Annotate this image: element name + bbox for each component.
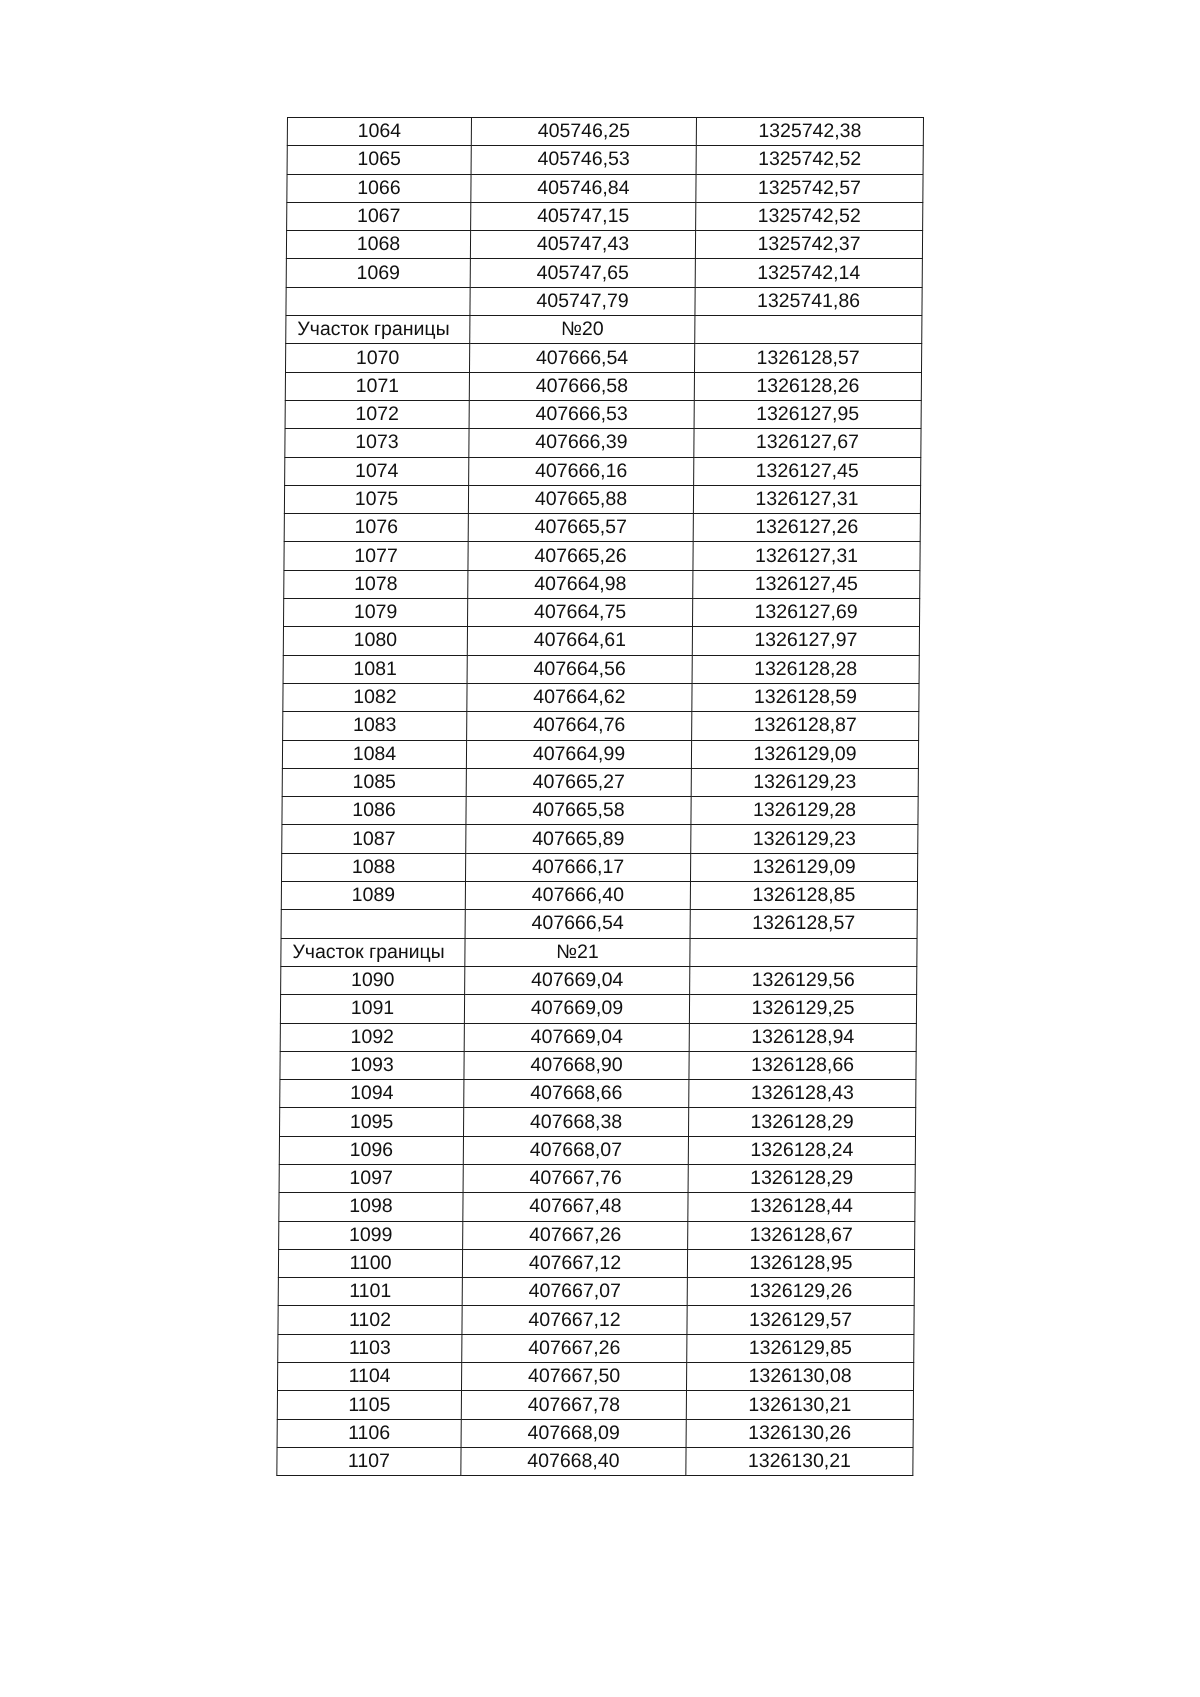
x-coordinate-cell: 407664,56 <box>467 655 692 683</box>
table-row <box>284 514 920 542</box>
x-coordinate-cell: 407664,61 <box>467 627 692 655</box>
x-coordinate-cell: 407669,04 <box>464 1023 689 1051</box>
point-number-cell: 1065 <box>287 146 471 174</box>
x-coordinate-cell: 407668,66 <box>464 1080 689 1108</box>
table-body <box>277 118 924 1476</box>
section-label-cell: Участок границы <box>281 938 465 966</box>
table-row <box>280 1080 916 1108</box>
x-coordinate-cell: 407666,54 <box>469 344 694 372</box>
x-coordinate-cell: 407667,12 <box>462 1249 687 1277</box>
x-coordinate-cell: 405747,15 <box>471 202 696 230</box>
table-row <box>281 882 917 910</box>
point-number-cell: 1081 <box>283 655 467 683</box>
section-number-cell: №21 <box>465 938 690 966</box>
x-coordinate-cell: 407667,12 <box>462 1306 687 1334</box>
table-row <box>286 231 922 259</box>
table-row <box>279 1221 915 1249</box>
y-coordinate-cell: 1326129,26 <box>687 1278 914 1306</box>
x-coordinate-cell: 407668,09 <box>461 1419 686 1447</box>
table-row <box>285 400 921 428</box>
point-number-cell: 1097 <box>279 1164 463 1192</box>
point-number-cell: 1091 <box>280 995 464 1023</box>
table-row <box>281 966 917 994</box>
table-row <box>283 712 919 740</box>
y-coordinate-cell: 1326129,28 <box>691 797 918 825</box>
point-number-cell: 1079 <box>283 599 467 627</box>
table-row <box>281 910 917 938</box>
point-number-cell: 1066 <box>287 174 471 202</box>
table-row <box>287 202 923 230</box>
point-number-cell: 1074 <box>285 457 469 485</box>
y-coordinate-cell: 1326129,57 <box>687 1306 914 1334</box>
point-number-cell: 1067 <box>287 202 471 230</box>
point-number-cell: 1085 <box>282 768 466 796</box>
y-coordinate-cell: 1326129,23 <box>691 825 918 853</box>
y-coordinate-cell: 1326128,85 <box>690 882 917 910</box>
point-number-cell <box>281 910 465 938</box>
y-coordinate-cell: 1326128,43 <box>689 1080 916 1108</box>
point-number-cell: 1093 <box>280 1051 464 1079</box>
y-coordinate-cell: 1326129,56 <box>690 966 917 994</box>
y-coordinate-cell: 1326127,26 <box>693 514 920 542</box>
table-row <box>278 1306 914 1334</box>
table-row <box>282 825 918 853</box>
point-number-cell: 1080 <box>283 627 467 655</box>
x-coordinate-cell: 407666,39 <box>469 429 694 457</box>
x-coordinate-cell: 407669,09 <box>464 995 689 1023</box>
table-row <box>283 599 919 627</box>
x-coordinate-cell: 407667,48 <box>463 1193 688 1221</box>
point-number-cell: 1078 <box>284 570 468 598</box>
table-row <box>287 146 923 174</box>
table-row <box>282 740 918 768</box>
point-number-cell <box>286 287 470 315</box>
x-coordinate-cell: 407665,57 <box>468 514 693 542</box>
x-coordinate-cell: 407665,88 <box>468 485 693 513</box>
y-coordinate-cell: 1326130,26 <box>686 1419 913 1447</box>
y-coordinate-cell: 1326127,69 <box>692 599 919 627</box>
y-coordinate-cell: 1325742,38 <box>696 118 923 146</box>
y-coordinate-cell: 1326127,67 <box>694 429 921 457</box>
x-coordinate-cell: 407664,62 <box>467 683 692 711</box>
table-row <box>278 1249 914 1277</box>
y-coordinate-cell: 1326128,26 <box>694 372 921 400</box>
table-row <box>285 372 921 400</box>
point-number-cell: 1098 <box>279 1193 463 1221</box>
y-coordinate-cell: 1326130,21 <box>686 1391 913 1419</box>
table-row <box>287 118 923 146</box>
table-row <box>285 457 921 485</box>
point-number-cell: 1105 <box>277 1391 461 1419</box>
y-coordinate-cell: 1326128,59 <box>692 683 919 711</box>
point-number-cell: 1094 <box>280 1080 464 1108</box>
y-coordinate-cell: 1325742,52 <box>696 146 923 174</box>
table-row <box>279 1193 915 1221</box>
boundary-coordinates-table <box>276 117 924 1476</box>
table-row <box>284 542 920 570</box>
x-coordinate-cell: 407666,54 <box>465 910 690 938</box>
table-row <box>283 683 919 711</box>
x-coordinate-cell: 405746,84 <box>471 174 696 202</box>
x-coordinate-cell: 407664,99 <box>466 740 691 768</box>
x-coordinate-cell: 407665,89 <box>466 825 691 853</box>
y-coordinate-cell: 1325741,86 <box>695 287 922 315</box>
y-coordinate-cell: 1326129,85 <box>687 1334 914 1362</box>
point-number-cell: 1089 <box>281 882 465 910</box>
point-number-cell: 1088 <box>281 853 465 881</box>
x-coordinate-cell: 407666,16 <box>469 457 694 485</box>
point-number-cell: 1102 <box>278 1306 462 1334</box>
section-header-row <box>286 316 922 344</box>
x-coordinate-cell: 407667,50 <box>461 1363 686 1391</box>
y-coordinate-cell: 1326128,57 <box>690 910 917 938</box>
y-coordinate-cell: 1326127,95 <box>694 400 921 428</box>
y-coordinate-cell: 1325742,37 <box>695 231 922 259</box>
point-number-cell: 1086 <box>282 797 466 825</box>
x-coordinate-cell: 405746,25 <box>471 118 696 146</box>
y-coordinate-cell: 1326128,29 <box>688 1108 915 1136</box>
y-coordinate-cell: 1326128,44 <box>688 1193 915 1221</box>
point-number-cell: 1092 <box>280 1023 464 1051</box>
point-number-cell: 1083 <box>283 712 467 740</box>
point-number-cell: 1104 <box>277 1363 461 1391</box>
y-coordinate-cell: 1326130,08 <box>686 1363 913 1391</box>
y-coordinate-cell: 1326128,28 <box>692 655 919 683</box>
y-coordinate-cell: 1325742,57 <box>696 174 923 202</box>
y-coordinate-cell: 1326128,29 <box>688 1164 915 1192</box>
table-row <box>283 655 919 683</box>
empty-cell <box>695 316 922 344</box>
point-number-cell: 1099 <box>279 1221 463 1249</box>
y-coordinate-cell: 1326128,66 <box>689 1051 916 1079</box>
point-number-cell: 1095 <box>279 1108 463 1136</box>
point-number-cell: 1106 <box>277 1419 461 1447</box>
y-coordinate-cell: 1326127,31 <box>693 485 920 513</box>
table-row <box>279 1108 915 1136</box>
table-row <box>280 1051 916 1079</box>
x-coordinate-cell: 407664,76 <box>467 712 692 740</box>
point-number-cell: 1064 <box>287 118 471 146</box>
x-coordinate-cell: 407666,17 <box>465 853 690 881</box>
point-number-cell: 1107 <box>277 1447 461 1475</box>
x-coordinate-cell: 407668,40 <box>461 1447 686 1475</box>
point-number-cell: 1076 <box>284 514 468 542</box>
table-row <box>277 1363 913 1391</box>
table-row <box>285 429 921 457</box>
point-number-cell: 1096 <box>279 1136 463 1164</box>
point-number-cell: 1071 <box>285 372 469 400</box>
table-row <box>284 570 920 598</box>
point-number-cell: 1072 <box>285 400 469 428</box>
x-coordinate-cell: 407666,53 <box>469 400 694 428</box>
x-coordinate-cell: 407667,78 <box>461 1391 686 1419</box>
x-coordinate-cell: 407669,04 <box>465 966 690 994</box>
x-coordinate-cell: 407665,26 <box>468 542 693 570</box>
table-row <box>280 1023 916 1051</box>
y-coordinate-cell: 1326129,09 <box>691 740 918 768</box>
y-coordinate-cell: 1326128,95 <box>687 1249 914 1277</box>
table-row <box>279 1164 915 1192</box>
y-coordinate-cell: 1326127,97 <box>692 627 919 655</box>
point-number-cell: 1103 <box>278 1334 462 1362</box>
y-coordinate-cell: 1326130,21 <box>686 1447 913 1475</box>
y-coordinate-cell: 1326128,57 <box>694 344 921 372</box>
y-coordinate-cell: 1326128,67 <box>688 1221 915 1249</box>
x-coordinate-cell: 407667,26 <box>463 1221 688 1249</box>
section-label-cell: Участок границы <box>286 316 470 344</box>
x-coordinate-cell: 407665,58 <box>466 797 691 825</box>
x-coordinate-cell: 405747,79 <box>470 287 695 315</box>
x-coordinate-cell: 407668,07 <box>463 1136 688 1164</box>
y-coordinate-cell: 1325742,14 <box>695 259 922 287</box>
point-number-cell: 1068 <box>286 231 470 259</box>
table-row <box>277 1419 913 1447</box>
y-coordinate-cell: 1326129,23 <box>691 768 918 796</box>
x-coordinate-cell: 407666,58 <box>469 372 694 400</box>
table-row <box>278 1278 914 1306</box>
point-number-cell: 1090 <box>281 966 465 994</box>
point-number-cell: 1101 <box>278 1278 462 1306</box>
point-number-cell: 1084 <box>282 740 466 768</box>
section-number-cell: №20 <box>470 316 695 344</box>
point-number-cell: 1075 <box>284 485 468 513</box>
table-row <box>286 287 922 315</box>
table-row <box>282 768 918 796</box>
x-coordinate-cell: 407668,38 <box>463 1108 688 1136</box>
x-coordinate-cell: 407664,75 <box>467 599 692 627</box>
point-number-cell: 1070 <box>285 344 469 372</box>
x-coordinate-cell: 407667,26 <box>462 1334 687 1362</box>
table-row <box>277 1391 913 1419</box>
point-number-cell: 1082 <box>283 683 467 711</box>
point-number-cell: 1073 <box>285 429 469 457</box>
x-coordinate-cell: 405747,43 <box>470 231 695 259</box>
y-coordinate-cell: 1326129,09 <box>690 853 917 881</box>
y-coordinate-cell: 1326127,45 <box>694 457 921 485</box>
y-coordinate-cell: 1326128,24 <box>688 1136 915 1164</box>
table-row <box>285 344 921 372</box>
point-number-cell: 1069 <box>286 259 470 287</box>
x-coordinate-cell: 407667,07 <box>462 1278 687 1306</box>
section-header-row <box>281 938 917 966</box>
table-row <box>279 1136 915 1164</box>
x-coordinate-cell: 407665,27 <box>466 768 691 796</box>
point-number-cell: 1087 <box>282 825 466 853</box>
y-coordinate-cell: 1326129,25 <box>689 995 916 1023</box>
point-number-cell: 1100 <box>278 1249 462 1277</box>
x-coordinate-cell: 407664,98 <box>468 570 693 598</box>
x-coordinate-cell: 407666,40 <box>465 882 690 910</box>
table-row <box>282 797 918 825</box>
table-row <box>287 174 923 202</box>
y-coordinate-cell: 1326127,31 <box>693 542 920 570</box>
point-number-cell: 1077 <box>284 542 468 570</box>
table-row <box>280 995 916 1023</box>
table-row <box>277 1447 913 1475</box>
y-coordinate-cell: 1326127,45 <box>693 570 920 598</box>
table-row <box>283 627 919 655</box>
x-coordinate-cell: 407668,90 <box>464 1051 689 1079</box>
empty-cell <box>690 938 917 966</box>
x-coordinate-cell: 405746,53 <box>471 146 696 174</box>
table-row <box>284 485 920 513</box>
table-row <box>278 1334 914 1362</box>
table-row <box>281 853 917 881</box>
y-coordinate-cell: 1326128,94 <box>689 1023 916 1051</box>
table-row <box>286 259 922 287</box>
y-coordinate-cell: 1326128,87 <box>692 712 919 740</box>
x-coordinate-cell: 407667,76 <box>463 1164 688 1192</box>
y-coordinate-cell: 1325742,52 <box>696 202 923 230</box>
x-coordinate-cell: 405747,65 <box>470 259 695 287</box>
